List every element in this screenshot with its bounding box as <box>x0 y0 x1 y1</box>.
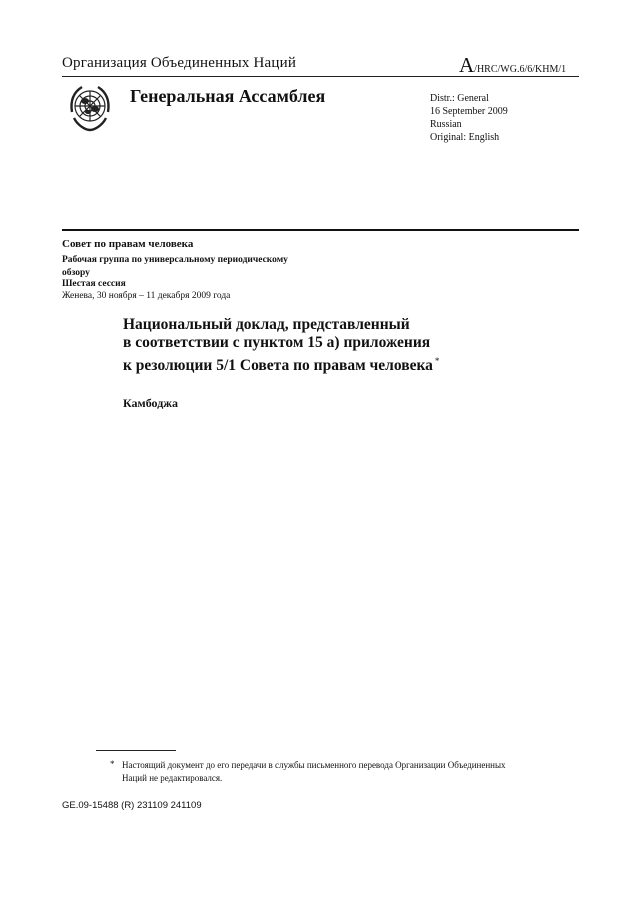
session-name: Шестая сессия <box>62 279 126 289</box>
distr-original: Original: English <box>430 132 500 143</box>
title-line-text: к резолюции 5/1 Совета по правам человека <box>123 357 433 375</box>
distr-language: Russian <box>430 119 462 130</box>
distr-date: 16 September 2009 <box>430 106 508 117</box>
country-name: Камбоджа <box>123 396 178 410</box>
organization-name: Организация Объединенных Наций <box>62 55 297 71</box>
council-name: Совет по правам человека <box>62 238 194 250</box>
title-line: Национальный доклад, представленный <box>123 316 410 333</box>
document-symbol <box>459 53 566 78</box>
footnote-mark: * <box>110 759 115 769</box>
distribution-block <box>430 92 508 144</box>
symbol-initial: A <box>459 53 475 77</box>
footnote-rule <box>96 750 176 751</box>
distr-type: Distr.: General <box>430 93 489 104</box>
title-line: в соответствии с пунктом 15 а) приложения <box>123 334 431 351</box>
job-number: GE.09-15488 (R) 231109 241109 <box>62 800 202 811</box>
title-line-last <box>123 352 543 375</box>
place-dates: Женева, 30 ноября – 11 декабря 2009 года <box>62 291 231 301</box>
document-title <box>123 316 543 375</box>
footnote-text: Настоящий документ до его передачи в службы письменного перевода Организации Объединенных Наций не редактировался. <box>122 760 506 783</box>
footnote-reference: * <box>434 356 440 366</box>
section-rule <box>62 229 579 231</box>
header-rule <box>62 76 579 77</box>
un-emblem-icon <box>64 82 116 134</box>
working-group: Рабочая группа по универсальному периодическому обзору <box>62 255 288 278</box>
symbol-rest: /HRC/WG.6/6/KHM/1 <box>474 64 567 75</box>
general-assembly-title: Генеральная Ассамблея <box>130 86 326 106</box>
